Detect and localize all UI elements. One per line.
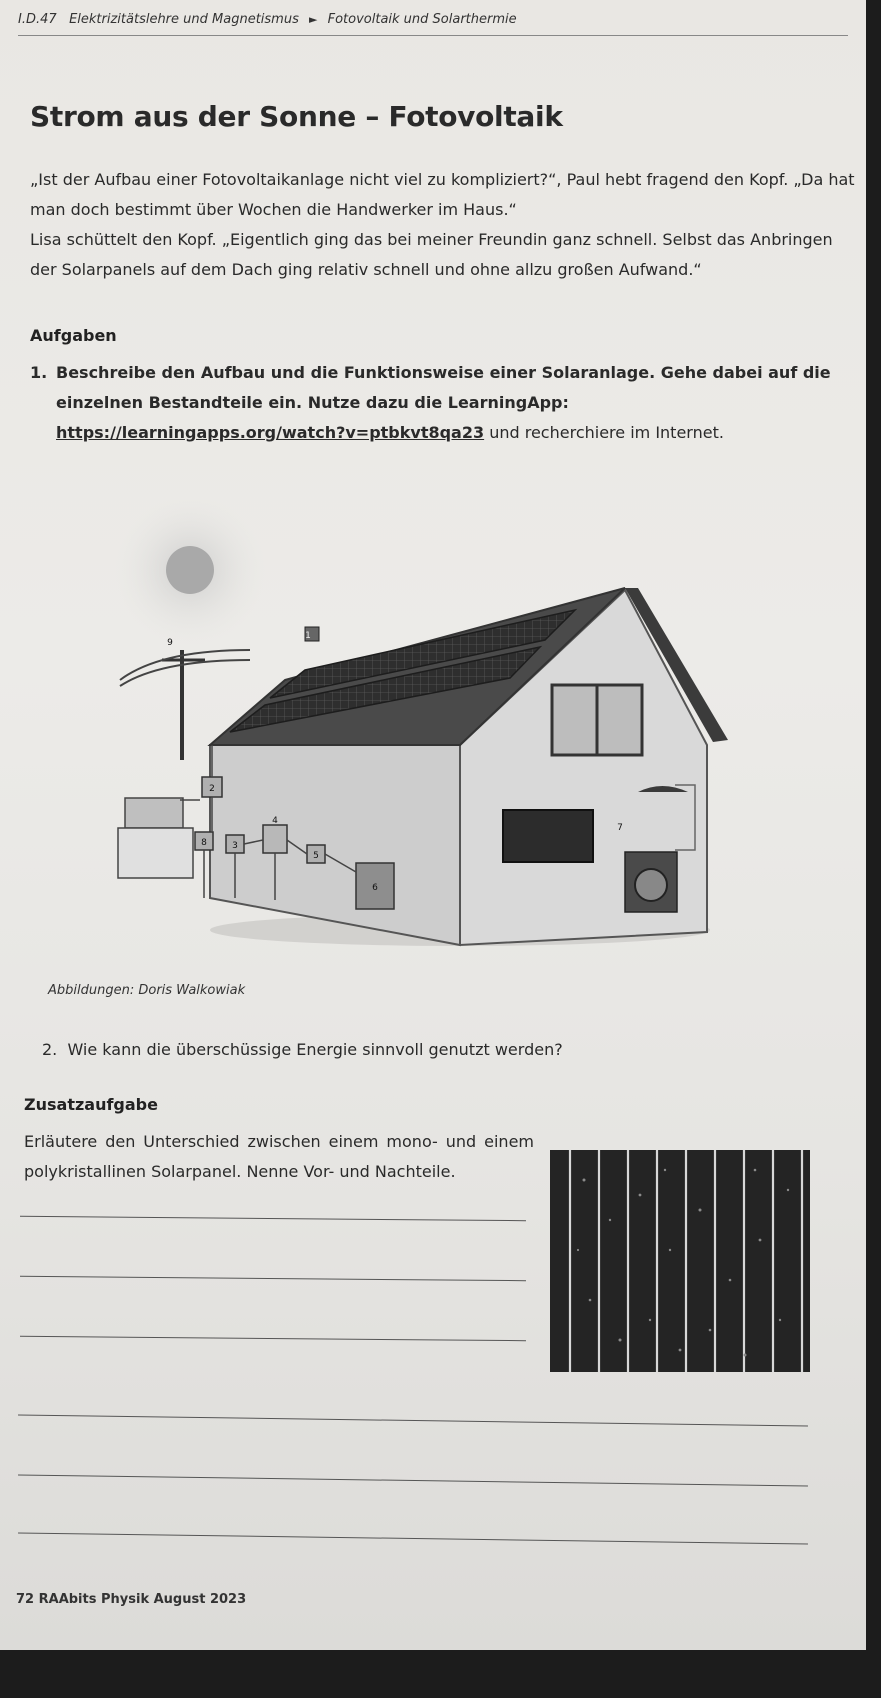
- label-2: 2: [209, 784, 215, 794]
- page-footer: 72 RAAbits Physik August 2023: [16, 1592, 247, 1607]
- power-line-2: [120, 660, 250, 686]
- grid-box: [118, 828, 193, 878]
- solar-panel-photo: [550, 1150, 810, 1372]
- answer-line-4[interactable]: [18, 1414, 808, 1426]
- tasks-heading: Aufgaben: [30, 326, 117, 345]
- intro-paragraph-2: Lisa schüttelt den Kopf. „Eigentlich ging das bei meiner Freundin ganz schnell. Selbst das Anbringen der Solarpanels auf dem Dach ging relativ schnell und ohne allzu großen Aufwand.“: [30, 230, 833, 279]
- answer-line-1[interactable]: [20, 1216, 526, 1221]
- washing-machine-door: [635, 869, 667, 901]
- label-3: 3: [232, 841, 238, 851]
- extra-task-text: Erläutere den Unterschied zwischen einem mono- und einem polykristallinen Solarpanel. Nenne Vor- und Nachteile.: [24, 1132, 534, 1181]
- label-8: 8: [201, 838, 207, 848]
- label-7: 7: [617, 823, 623, 833]
- section-number: I.D.47: [18, 12, 57, 27]
- label-4: 4: [272, 816, 278, 826]
- page-header: [18, 12, 848, 36]
- solar-house-illustration: [100, 500, 740, 960]
- task-1-text: Beschreibe den Aufbau und die Funktionsweise einer Solaranlage. Gehe dabei auf die einzelnen Bestandteile ein. Nutze dazu die LearningApp:: [56, 363, 831, 412]
- task-2-number: 2.: [42, 1040, 58, 1059]
- learningapp-link[interactable]: https://learningapps.org/watch?v=ptbkvt8qa23: [56, 423, 485, 442]
- task-2-text: Wie kann die überschüssige Energie sinnvoll genutzt werden?: [67, 1040, 563, 1059]
- component-4: [263, 825, 287, 853]
- answer-line-5[interactable]: [18, 1474, 808, 1486]
- label-5: 5: [313, 851, 319, 861]
- label-9: 9: [167, 638, 173, 648]
- task-1-number: 1.: [30, 363, 48, 382]
- sun-icon: [166, 546, 214, 594]
- grid-connection-box: [125, 798, 183, 828]
- task-1-rest: und recherchiere im Internet.: [484, 423, 724, 442]
- task-1-body: [30, 358, 850, 448]
- page-title: Strom aus der Sonne – Fotovoltaik: [30, 100, 563, 133]
- topic-name: Fotovoltaik und Solarthermie: [327, 12, 517, 27]
- arrow-right-icon: ►: [309, 13, 318, 26]
- answer-line-2[interactable]: [20, 1276, 526, 1281]
- answer-line-6[interactable]: [18, 1532, 808, 1544]
- task-2: [42, 1040, 563, 1059]
- answer-line-3[interactable]: [20, 1336, 526, 1341]
- task-1: [30, 358, 850, 448]
- intro-text: [30, 165, 855, 285]
- extra-task-heading: Zusatzaufgabe: [24, 1095, 158, 1114]
- label-1: 1: [305, 631, 311, 641]
- house-side-wall: [210, 745, 460, 945]
- tv-appliance: [503, 810, 593, 862]
- image-credit: Abbildungen: Doris Walkowiak: [48, 983, 246, 998]
- chapter-name: Elektrizitätslehre und Magnetismus: [69, 12, 299, 27]
- intro-paragraph-1: „Ist der Aufbau einer Fotovoltaikanlage nicht viel zu kompliziert?“, Paul hebt fragend den Kopf. „Da hat man doch bestimmt über Wochen die Handwerker im Haus.“: [30, 170, 855, 219]
- label-6: 6: [372, 883, 378, 893]
